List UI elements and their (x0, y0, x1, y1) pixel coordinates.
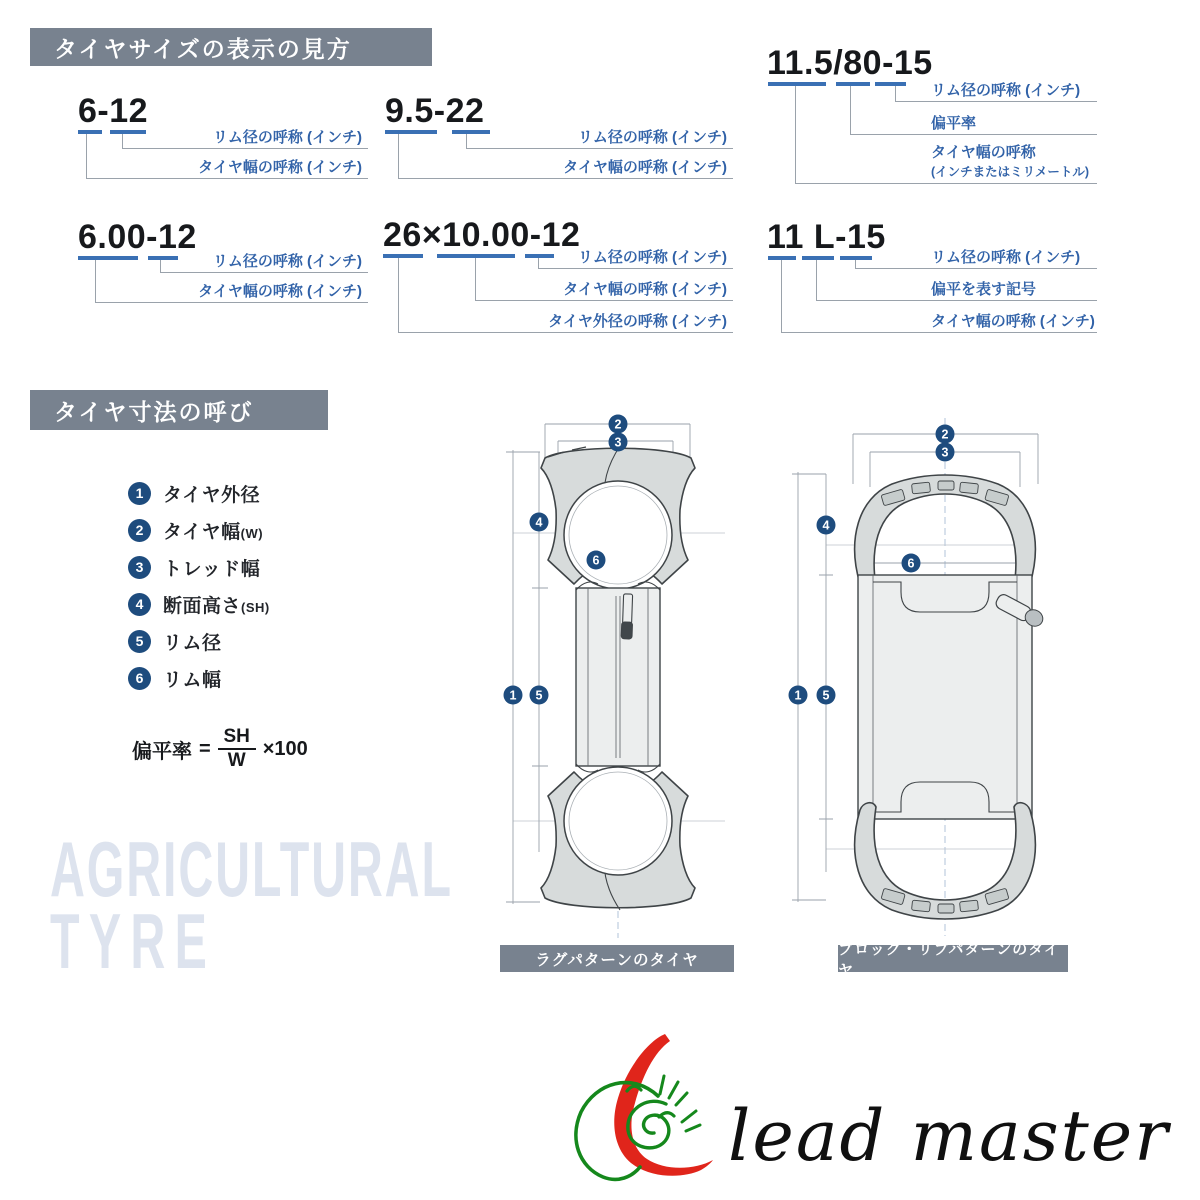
legend-item (128, 628, 222, 654)
callout-4 (530, 513, 549, 532)
tick-underline (78, 130, 102, 134)
tire-cross-section-top (541, 446, 695, 589)
logo-small-spiral (628, 1101, 669, 1148)
valve-cap (621, 622, 633, 639)
svg-text:1: 1 (794, 688, 802, 703)
size-part-label: タイヤ幅の呼称 (931, 144, 1036, 161)
size-part-label: タイヤ幅の呼称 (インチ) (563, 281, 727, 298)
svg-text:6: 6 (907, 556, 915, 571)
size-part-label: 偏平率 (931, 115, 977, 132)
tire-size-value: 6-12 (78, 92, 149, 130)
size-part-label: 偏平を表す記号 (931, 281, 1037, 298)
dim-line-rim-diameter (532, 452, 548, 852)
leader-line (795, 86, 796, 183)
legend-item (128, 554, 260, 580)
leader-line (122, 148, 368, 149)
leader-line (160, 272, 368, 273)
legend-number-badge: 2 (128, 519, 151, 542)
size-part-label: リム径の呼称 (インチ) (577, 129, 727, 146)
logo-wordmark: lead master (728, 1095, 1170, 1177)
tire-cross-section-bottom (541, 767, 695, 910)
tire-size-value: 9.5-22 (385, 92, 485, 130)
leader-line (86, 134, 87, 178)
callout-2 (609, 415, 628, 434)
svg-text:4: 4 (535, 515, 543, 530)
lug-pattern-tire-diagram (488, 412, 738, 942)
legend-label-text: リム幅 (163, 669, 222, 691)
size-part-label: リム径の呼称 (インチ) (212, 129, 362, 146)
legend-label-text: リム径 (163, 632, 222, 654)
legend-label (163, 665, 222, 692)
tick-underline (875, 82, 906, 86)
callout-2 (936, 425, 955, 444)
legend-label-text: タイヤ外径 (163, 484, 261, 506)
size-part-label: リム径の呼称 (インチ) (931, 82, 1081, 99)
tick-underline (836, 82, 870, 86)
leader-line (538, 268, 733, 269)
leader-line (466, 134, 467, 148)
leader-line (475, 300, 733, 301)
leader-line (398, 332, 733, 333)
size-part-label: タイヤ幅の呼称 (インチ) (563, 159, 727, 176)
tick-underline (383, 254, 423, 258)
rim-channel (576, 588, 660, 766)
callout-5 (530, 686, 549, 705)
legend-label (163, 517, 263, 544)
callout-1 (789, 686, 808, 705)
svg-text:3: 3 (614, 435, 622, 450)
leader-line (160, 260, 161, 272)
callout-1 (504, 686, 523, 705)
tire-cavity (564, 481, 672, 589)
section-header-size-notation: タイヤサイズの表示の見方 (30, 28, 432, 66)
leader-line (86, 178, 368, 179)
tick-underline (768, 82, 826, 86)
callout-6 (902, 554, 921, 573)
legend-label (163, 591, 270, 618)
leader-line (816, 300, 1097, 301)
legend-label-suffix: (SH) (241, 599, 270, 615)
formula-equals: = (199, 737, 211, 760)
tick-underline (385, 130, 437, 134)
size-part-label: タイヤ幅の呼称 (インチ) (198, 283, 362, 300)
svg-text:5: 5 (822, 688, 830, 703)
size-part-label: タイヤ幅の呼称 (インチ) (931, 313, 1095, 330)
leader-line (795, 183, 1097, 184)
legend-label-text: トレッド幅 (163, 558, 261, 580)
legend-item (128, 665, 222, 691)
leader-line (895, 101, 1097, 102)
tick-underline (768, 256, 796, 260)
tire-size-value: 11.5/80-15 (767, 44, 933, 82)
legend-number-badge: 6 (128, 667, 151, 690)
callout-6 (587, 551, 606, 570)
legend-number-badge: 3 (128, 556, 151, 579)
watermark-line2: TYRE (50, 897, 217, 985)
tick-underline (437, 254, 515, 258)
leader-line (895, 86, 896, 101)
svg-text:5: 5 (535, 688, 543, 703)
tire-cavity (564, 767, 672, 875)
formula-fraction (218, 727, 256, 771)
legend-number-badge: 5 (128, 630, 151, 653)
size-part-label: リム径の呼称 (インチ) (577, 249, 727, 266)
legend-item (128, 480, 260, 506)
svg-text:4: 4 (822, 518, 830, 533)
callout-4 (817, 516, 836, 535)
formula-multiplier: ×100 (262, 737, 308, 760)
leader-line (850, 86, 851, 134)
size-part-label: タイヤ幅の呼称 (インチ) (198, 159, 362, 176)
tick-underline (525, 254, 554, 258)
leader-line (95, 260, 96, 302)
tick-underline (452, 130, 490, 134)
svg-text:1: 1 (509, 688, 517, 703)
legend-item (128, 591, 270, 617)
legend-label-text: タイヤ幅 (163, 521, 241, 543)
callout-3 (936, 443, 955, 462)
leader-line (475, 258, 476, 300)
tick-underline (110, 130, 146, 134)
tick-underline (78, 256, 138, 260)
watermark-line1: AGRICULTURAL (50, 825, 453, 913)
leader-line (855, 268, 1097, 269)
tire-size-value: 26×10.00-12 (383, 216, 581, 254)
tire-size-value: 11 L-15 (767, 218, 886, 256)
legend-label-text: 断面高さ (163, 595, 242, 617)
tick-underline (148, 256, 178, 260)
legend-label (163, 480, 260, 507)
leader-line (855, 260, 856, 268)
leader-line (398, 134, 399, 178)
svg-text:2: 2 (614, 417, 622, 432)
leader-line (466, 148, 733, 149)
tick-underline (840, 256, 872, 260)
legend-label (163, 628, 222, 655)
valve-stem (621, 594, 634, 639)
leader-line (95, 302, 368, 303)
aspect-ratio-formula (132, 720, 308, 778)
lead-master-logo (570, 1028, 1190, 1198)
formula-numerator: SH (223, 726, 250, 747)
formula-denominator: W (227, 750, 246, 771)
leader-line (538, 258, 539, 268)
svg-text:3: 3 (941, 445, 949, 460)
legend-label-suffix: (W) (240, 525, 264, 541)
legend-item (128, 517, 263, 543)
left-diagram-caption: ラグパターンのタイヤ (500, 945, 734, 972)
logo-red-swoosh (614, 1034, 713, 1176)
leader-line (781, 260, 782, 332)
section-header-dimension-names: タイヤ寸法の呼び (30, 390, 328, 430)
size-part-label: タイヤ外径の呼称 (インチ) (548, 313, 727, 330)
tick-underline (802, 256, 834, 260)
tire-size-value: 6.00-12 (78, 218, 197, 256)
leader-line (850, 134, 1097, 135)
valve-body (623, 594, 633, 624)
size-part-label: (インチまたはミリメートル) (931, 165, 1090, 179)
block-rib-pattern-tire-diagram (770, 412, 1070, 942)
legend-number-badge: 4 (128, 593, 151, 616)
right-diagram-caption: ブロック・リブパターンのタイヤ (838, 945, 1068, 972)
callout-3 (609, 433, 628, 452)
leader-line (816, 260, 817, 300)
callout-5 (817, 686, 836, 705)
svg-text:2: 2 (941, 427, 949, 442)
leader-line (398, 258, 399, 332)
legend-label (163, 554, 260, 581)
size-part-label: リム径の呼称 (インチ) (931, 249, 1081, 266)
formula-lhs: 偏平率 (132, 740, 192, 763)
leader-line (398, 178, 733, 179)
legend-number-badge: 1 (128, 482, 151, 505)
svg-text:6: 6 (592, 553, 600, 568)
leader-line (781, 332, 1097, 333)
leader-line (122, 134, 123, 148)
size-part-label: リム径の呼称 (インチ) (212, 253, 362, 270)
